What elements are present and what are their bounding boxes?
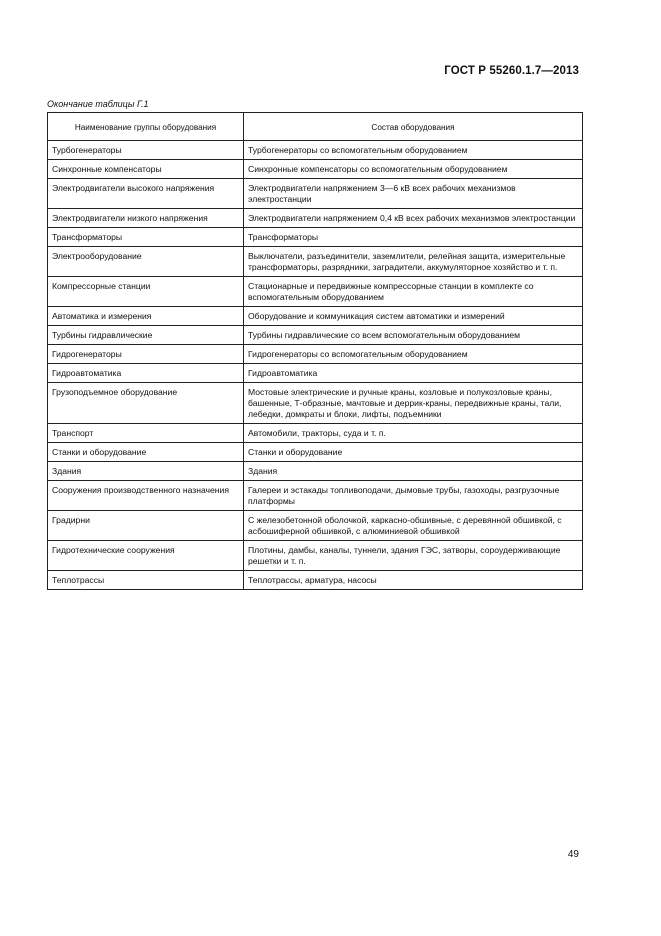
- cell-group: Автоматика и измерения: [48, 307, 244, 326]
- table-row: [48, 424, 583, 443]
- table-row: [48, 277, 583, 307]
- cell-content: Электродвигатели напряжением 0,4 кВ всех рабочих механизмов электростанции: [244, 209, 583, 228]
- header-content: Состав оборудования: [244, 113, 583, 141]
- cell-content: Станки и оборудование: [244, 443, 583, 462]
- cell-group: Здания: [48, 462, 244, 481]
- cell-group: Гидроавтоматика: [48, 364, 244, 383]
- cell-content: Турбины гидравлические со всем вспомогательным оборудованием: [244, 326, 583, 345]
- cell-content: Мостовые электрические и ручные краны, козловые и полукозловые краны, башенные, Т-образные, мачтовые и деррик-краны, передвижные краны, тали, лебедки, домкраты и блоки, лифты, подъемники: [244, 383, 583, 424]
- table-row: [48, 345, 583, 364]
- cell-group: Электрооборудование: [48, 247, 244, 277]
- cell-group: Синхронные компенсаторы: [48, 160, 244, 179]
- equipment-table: [47, 112, 583, 590]
- cell-content: Гидрогенераторы со вспомогательным оборудованием: [244, 345, 583, 364]
- cell-content: Плотины, дамбы, каналы, туннели, здания ГЭС, затворы, сороудерживающие решетки и т. п.: [244, 541, 583, 571]
- table-row: [48, 364, 583, 383]
- table-row: [48, 541, 583, 571]
- cell-group: Турбогенераторы: [48, 141, 244, 160]
- cell-content: Оборудование и коммуникация систем автоматики и измерений: [244, 307, 583, 326]
- cell-content: Теплотрассы, арматура, насосы: [244, 571, 583, 590]
- table-row: [48, 481, 583, 511]
- cell-group: Транспорт: [48, 424, 244, 443]
- cell-group: Электродвигатели низкого напряжения: [48, 209, 244, 228]
- cell-group: Гидротехнические сооружения: [48, 541, 244, 571]
- document-header: ГОСТ Р 55260.1.7—2013: [444, 65, 579, 77]
- cell-group: Гидрогенераторы: [48, 345, 244, 364]
- cell-group: Сооружения производственного назначения: [48, 481, 244, 511]
- table-header-row: [48, 113, 583, 141]
- table-row: [48, 160, 583, 179]
- cell-group: Грузоподъемное оборудование: [48, 383, 244, 424]
- cell-group: Теплотрассы: [48, 571, 244, 590]
- cell-content: Гидроавтоматика: [244, 364, 583, 383]
- table-caption: Окончание таблицы Г.1: [47, 99, 149, 109]
- cell-content: Здания: [244, 462, 583, 481]
- table-row: [48, 571, 583, 590]
- table-row: [48, 326, 583, 345]
- cell-group: Трансформаторы: [48, 228, 244, 247]
- table-row: [48, 228, 583, 247]
- table-row: [48, 462, 583, 481]
- table-body: [48, 141, 583, 590]
- table-row: [48, 179, 583, 209]
- cell-content: Синхронные компенсаторы со вспомогательным оборудованием: [244, 160, 583, 179]
- table-row: [48, 307, 583, 326]
- cell-content: Выключатели, разъединители, заземлители, релейная защита, измерительные трансформаторы, разрядники, заградители, аккумуляторное хозяйство и т. п.: [244, 247, 583, 277]
- cell-content: С железобетонной оболочкой, каркасно-обшивные, с деревянной обшивкой, с асбошиферной обшивкой, с алюминиевой обшивкой: [244, 511, 583, 541]
- cell-content: Стационарные и передвижные компрессорные станции в комплекте со вспомогательным оборудованием: [244, 277, 583, 307]
- cell-content: Автомобили, тракторы, суда и т. п.: [244, 424, 583, 443]
- cell-content: Галереи и эстакады топливоподачи, дымовые трубы, газоходы, разгрузочные платформы: [244, 481, 583, 511]
- cell-group: Электродвигатели высокого напряжения: [48, 179, 244, 209]
- cell-content: Трансформаторы: [244, 228, 583, 247]
- table-row: [48, 247, 583, 277]
- table-row: [48, 511, 583, 541]
- cell-content: Электродвигатели напряжением 3—6 кВ всех рабочих механизмов электростанции: [244, 179, 583, 209]
- cell-group: Станки и оборудование: [48, 443, 244, 462]
- cell-group: Градирни: [48, 511, 244, 541]
- page-number: 49: [567, 849, 579, 860]
- table-row: [48, 209, 583, 228]
- table-row: [48, 141, 583, 160]
- header-group: Наименование группы оборудования: [48, 113, 244, 141]
- cell-group: Компрессорные станции: [48, 277, 244, 307]
- cell-content: Турбогенераторы со вспомогательным оборудованием: [244, 141, 583, 160]
- table-row: [48, 443, 583, 462]
- cell-group: Турбины гидравлические: [48, 326, 244, 345]
- table-row: [48, 383, 583, 424]
